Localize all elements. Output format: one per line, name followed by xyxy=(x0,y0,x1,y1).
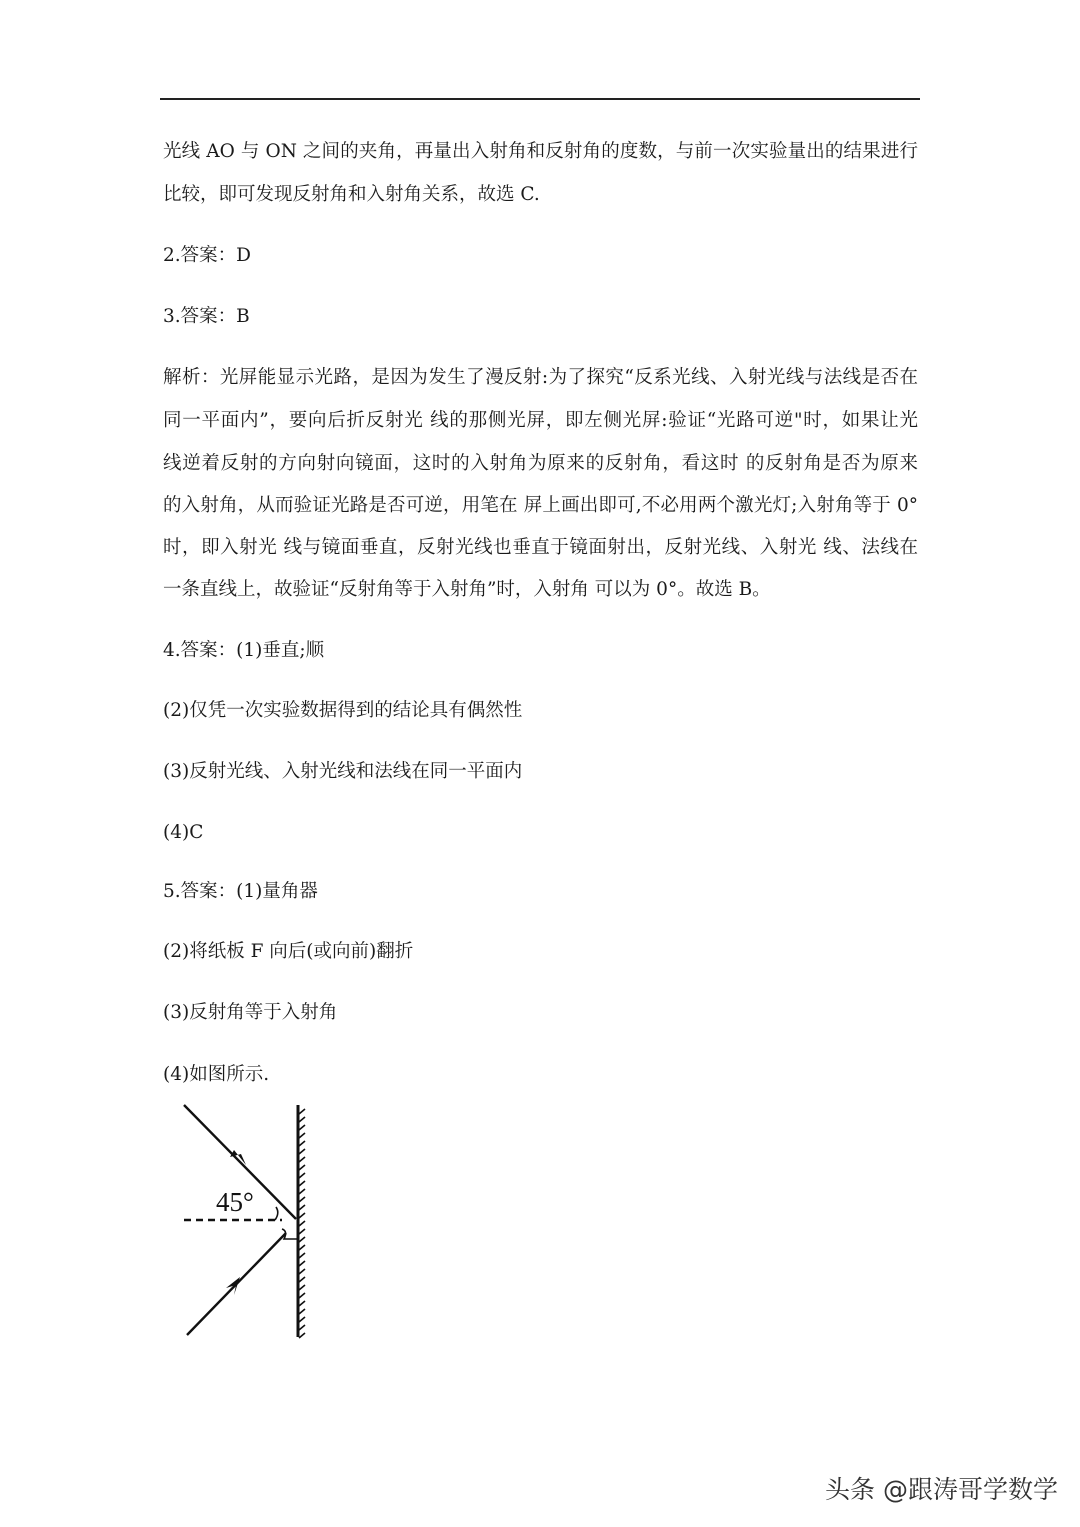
hatch-mark xyxy=(299,1133,305,1138)
hatch-mark xyxy=(299,1277,305,1282)
arrow-icon xyxy=(230,1150,246,1165)
answer-2: 2.答案：D xyxy=(163,245,251,266)
hatch-mark xyxy=(299,1237,305,1242)
text-line: 线逆着反射的方向射向镜面，这时的入射角为原来的反射角，看这时 的反射角是否为原来 xyxy=(163,453,918,474)
mirror-hatching xyxy=(299,1109,305,1338)
hatch-mark xyxy=(299,1309,305,1314)
answer-5-3: (3)反射角等于入射角 xyxy=(163,1002,338,1023)
hatch-mark xyxy=(299,1205,305,1210)
text-line: 光线 AO 与 ON 之间的夹角，再量出入射角和反射角的度数，与前一次实验量出的结果进行 xyxy=(163,141,918,162)
answer-4-2: (2)仅凭一次实验数据得到的结论具有偶然性 xyxy=(163,700,523,721)
hatch-mark xyxy=(299,1141,305,1146)
answer-5: 5.答案：(1)量角器 xyxy=(163,881,318,902)
answer-4: 4.答案：(1)垂直;顺 xyxy=(163,640,325,661)
hatch-mark xyxy=(299,1117,305,1122)
answer-5-2: (2)将纸板 F 向后(或向前)翻折 xyxy=(163,941,414,962)
text-line: 解析：光屏能显示光路，是因为发生了漫反射:为了探究“反系光线、入射光线与法线是否在 xyxy=(163,367,918,388)
hatch-mark xyxy=(299,1325,305,1330)
hatch-mark xyxy=(299,1301,305,1306)
answer-4-3: (3)反射光线、入射光线和法线在同一平面内 xyxy=(163,761,523,782)
hatch-mark xyxy=(299,1125,305,1130)
answer-4-4: (4)C xyxy=(163,822,204,843)
text-line: 同一平面内”，要向后折反射光 线的那侧光屏，即左侧光屏:验证“光路可逆"时，如果让光 xyxy=(163,410,918,431)
hatch-mark xyxy=(299,1149,305,1154)
answer-3: 3.答案：B xyxy=(163,306,250,327)
hatch-mark xyxy=(299,1285,305,1290)
hatch-mark xyxy=(299,1333,305,1338)
hatch-mark xyxy=(299,1253,305,1258)
text-line: 一条直线上，故验证“反射角等于入射角”时，入射角 可以为 0°。故选 B。 xyxy=(163,579,771,600)
hatch-mark xyxy=(299,1229,305,1234)
hatch-mark xyxy=(299,1109,305,1114)
angle-arc xyxy=(275,1207,278,1220)
hatch-mark xyxy=(299,1261,305,1266)
text-line: 的入射角，从而验证光路是否可逆，用笔在 屏上画出即可,不必用两个激光灯;入射角等于 0° xyxy=(163,495,918,516)
hatch-mark xyxy=(299,1189,305,1194)
text-line: 比较，即可发现反射角和入射角关系，故选 C. xyxy=(163,184,540,205)
answer-5-4: (4)如图所示. xyxy=(163,1064,270,1085)
angle-label: 45° xyxy=(216,1187,254,1217)
hatch-mark xyxy=(299,1173,305,1178)
watermark: 头条 @跟涛哥学数学 xyxy=(825,1475,1058,1504)
hatch-mark xyxy=(299,1245,305,1250)
hatch-mark xyxy=(299,1165,305,1170)
hatch-mark xyxy=(299,1213,305,1218)
hatch-mark xyxy=(299,1293,305,1298)
hatch-mark xyxy=(299,1269,305,1274)
hatch-mark xyxy=(299,1181,305,1186)
header-rule xyxy=(160,98,920,100)
hatch-mark xyxy=(299,1221,305,1226)
text-line: 时，即入射光 线与镜面垂直，反射光线也垂直于镜面射出，反射光线、入射光 线、法线在 xyxy=(163,537,918,558)
reflection-diagram xyxy=(170,1095,330,1345)
hatch-mark xyxy=(299,1157,305,1162)
hatch-mark xyxy=(299,1317,305,1322)
hatch-mark xyxy=(299,1197,305,1202)
